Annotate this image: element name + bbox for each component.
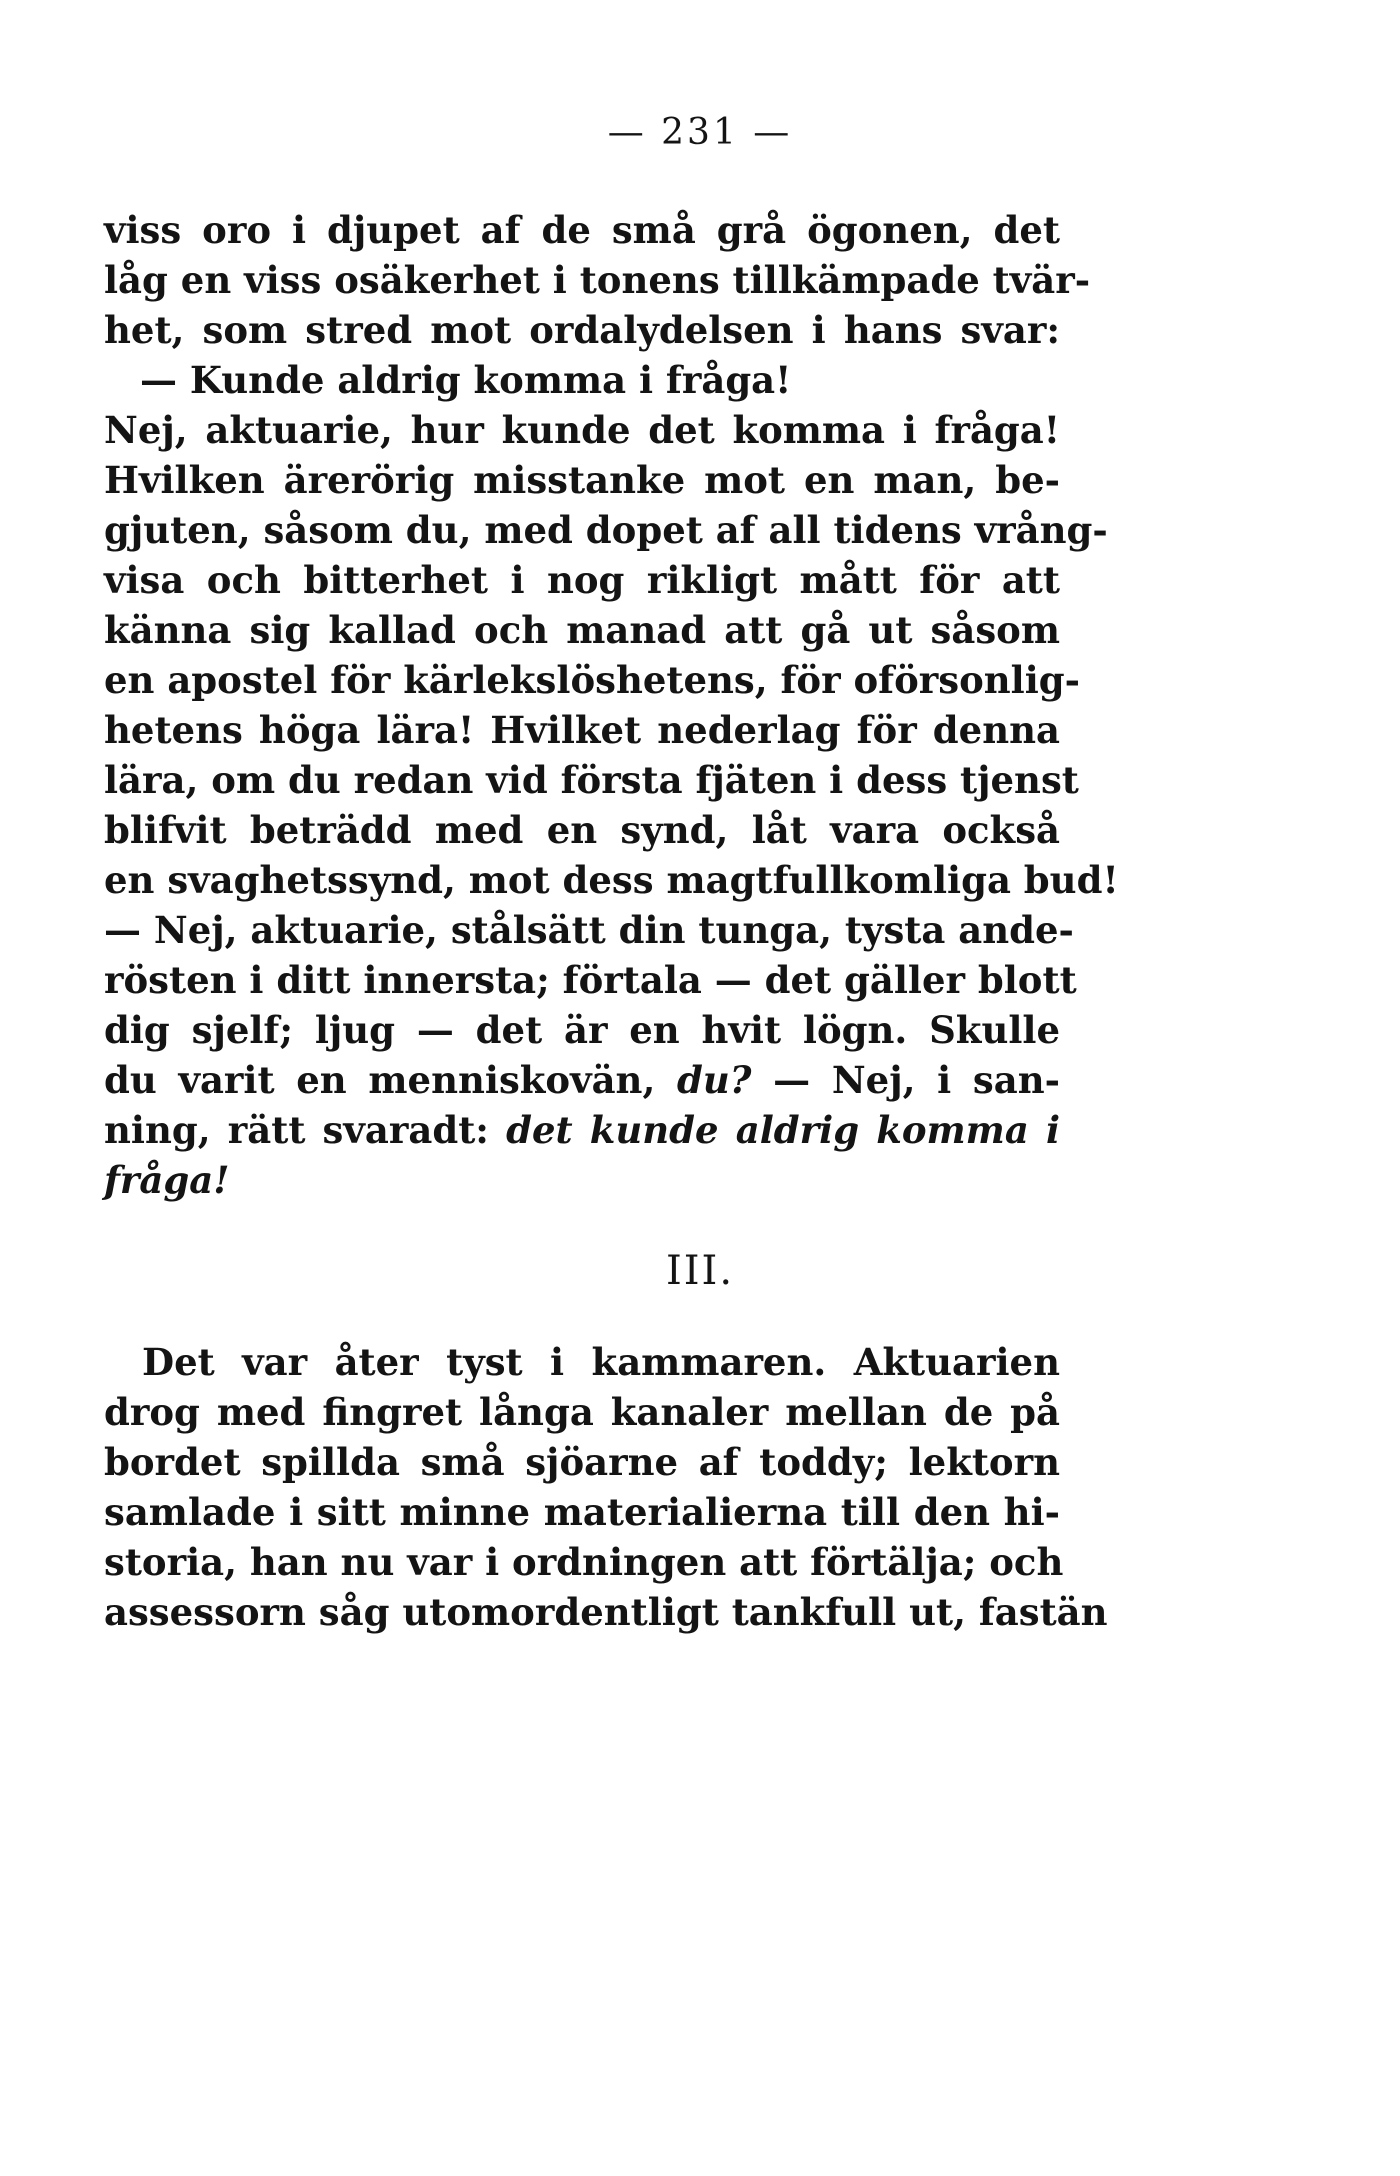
text-line: rösten i ditt innersta; förtala — det gäller blott xyxy=(104,958,1077,1002)
text-line-mixed xyxy=(104,1105,1060,1155)
text-line: känna sig kallad och manad att gå ut såsom xyxy=(104,608,1060,652)
text-line: storia, han nu var i ordningen att förtälja; och xyxy=(104,1540,1064,1584)
text-segment: — Nej, i san- xyxy=(751,1058,1060,1102)
section-heading: III. xyxy=(665,1248,735,1294)
italic-segment: du? xyxy=(677,1058,752,1102)
text-segment: du varit en menniskovän, xyxy=(104,1058,678,1102)
italic-segment: det kunde aldrig komma i xyxy=(506,1108,1060,1152)
text-line: samlade i sitt minne materialierna till den hi- xyxy=(104,1490,1060,1534)
text-line: — Nej, aktuarie, stålsätt din tunga, tysta ande- xyxy=(104,908,1074,952)
text-line: assessorn såg utomordentligt tankfull ut, fastän xyxy=(104,1590,1108,1634)
text-line: hetens höga lära! Hvilket nederlag för denna xyxy=(104,708,1060,752)
text-line: visa och bitterhet i nog rikligt mått för att xyxy=(104,558,1060,602)
text-line-italic: fråga! xyxy=(104,1158,230,1202)
text-line: lära, om du redan vid första fjäten i dess tjenst xyxy=(104,758,1079,802)
text-line: viss oro i djupet af de små grå ögonen, det xyxy=(104,208,1060,252)
text-line: en apostel för kärlekslöshetens, för oförsonlig- xyxy=(104,658,1081,702)
text-line: drog med fingret långa kanaler mellan de på xyxy=(104,1390,1060,1434)
text-line: låg en viss osäkerhet i tonens tillkämpade tvär- xyxy=(104,258,1091,302)
paragraph-dialogue xyxy=(104,205,1119,1205)
text-line: bordet spillda små sjöarne af toddy; lektorn xyxy=(104,1440,1060,1484)
text-line: Nej, aktuarie, hur kunde det komma i fråga! xyxy=(104,408,1060,452)
page-number: — 231 — xyxy=(607,112,793,153)
text-segment: ning, rätt svaradt: xyxy=(104,1108,507,1152)
text-line: gjuten, såsom du, med dopet af all tidens vrång- xyxy=(104,508,1108,552)
text-line: blifvit beträdd med en synd, låt vara också xyxy=(104,808,1060,852)
paragraph-narrative xyxy=(104,1337,1108,1637)
text-line: en svaghetssynd, mot dess magtfullkomliga bud! xyxy=(104,858,1119,902)
text-line: Hvilken ärerörig misstanke mot en man, be- xyxy=(104,458,1060,502)
text-line: Det var åter tyst i kammaren. Aktuarien xyxy=(142,1340,1060,1384)
text-line: het, som stred mot ordalydelsen i hans svar: xyxy=(104,308,1060,352)
text-line-mixed xyxy=(104,1055,1060,1105)
text-line: dig sjelf; ljug — det är en hvit lögn. Skulle xyxy=(104,1008,1060,1052)
text-line-dialogue: — Kunde aldrig komma i fråga! xyxy=(140,358,792,402)
